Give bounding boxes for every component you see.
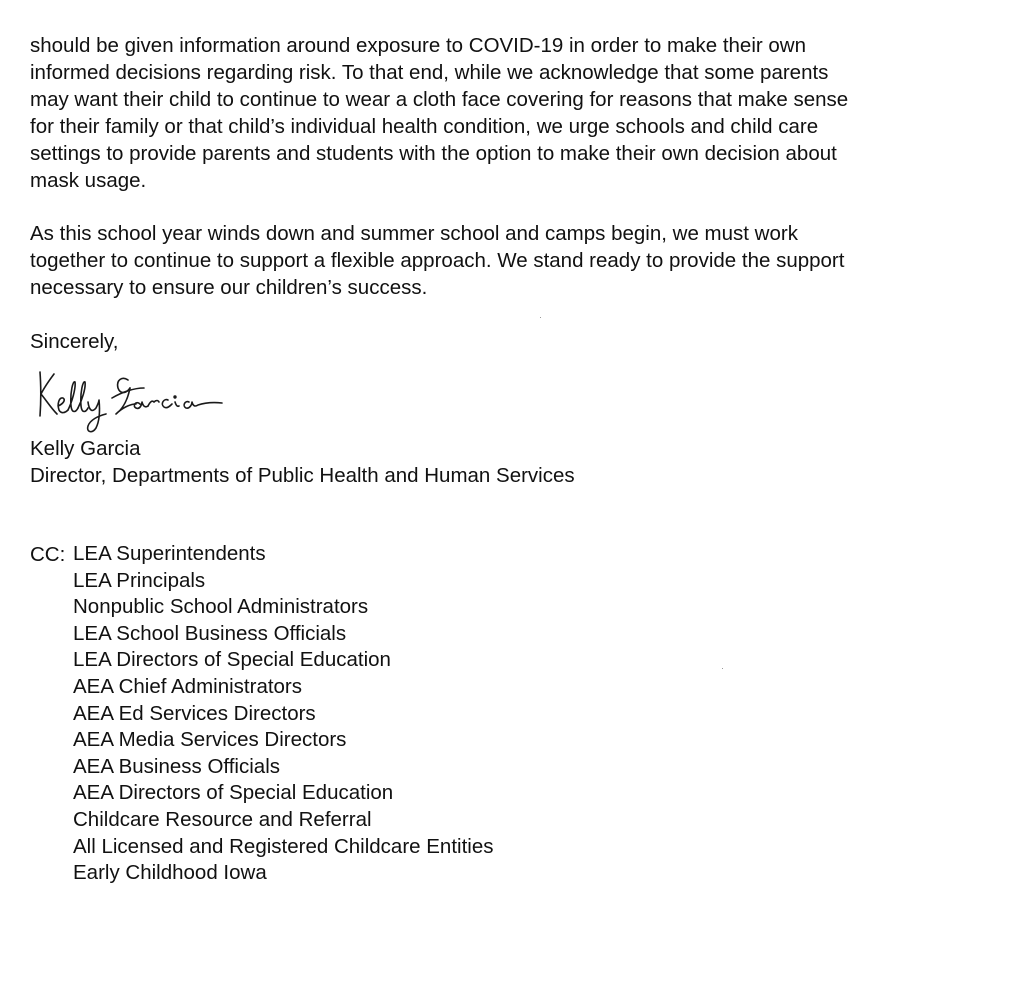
scan-speck [540, 317, 541, 318]
text-line: for their family or that child’s individual health condition, we urge schools and child care [30, 115, 819, 138]
cc-recipient: LEA Directors of Special Education [73, 648, 391, 672]
closing-salutation: Sincerely, [30, 330, 119, 353]
text-line: together to continue to support a flexible approach. We stand ready to provide the support [30, 249, 845, 272]
text-line: may want their child to continue to wear a cloth face covering for reasons that make sense [30, 88, 849, 111]
cc-recipient: Early Childhood Iowa [73, 861, 267, 885]
paragraph-risk-information [30, 32, 848, 194]
signer-title: Director, Departments of Public Health and Human Services [30, 464, 575, 487]
cc-recipient: AEA Chief Administrators [73, 674, 303, 698]
cc-label: CC: [30, 543, 66, 566]
signer-name: Kelly Garcia [30, 437, 141, 460]
cc-recipient: AEA Business Officials [73, 754, 280, 778]
text-line: informed decisions regarding risk. To that end, while we acknowledge that some parents [30, 61, 829, 84]
text-line: settings to provide parents and students with the option to make their own decision about [30, 142, 837, 165]
cc-recipient: Childcare Resource and Referral [73, 807, 372, 831]
handwritten-signature [32, 358, 252, 438]
cc-recipient-list [73, 541, 493, 887]
cc-recipient: Nonpublic School Administrators [73, 595, 369, 619]
cc-recipient: LEA Superintendents [73, 542, 266, 565]
cc-recipient: AEA Ed Services Directors [73, 701, 316, 725]
text-line: mask usage. [30, 169, 147, 192]
text-line: necessary to ensure our children’s success. [30, 276, 428, 299]
cc-recipient: LEA School Business Officials [73, 621, 347, 645]
paragraph-flexible-approach [30, 220, 844, 301]
scan-speck [722, 668, 723, 669]
cc-recipient: AEA Media Services Directors [73, 728, 347, 752]
text-line: should be given information around exposure to COVID-19 in order to make their own [30, 34, 807, 57]
cc-recipient: All Licensed and Registered Childcare Entities [73, 834, 494, 858]
cc-recipient: LEA Principals [73, 568, 206, 592]
cc-recipient: AEA Directors of Special Education [73, 781, 394, 805]
text-line: As this school year winds down and summer school and camps begin, we must work [30, 222, 798, 245]
